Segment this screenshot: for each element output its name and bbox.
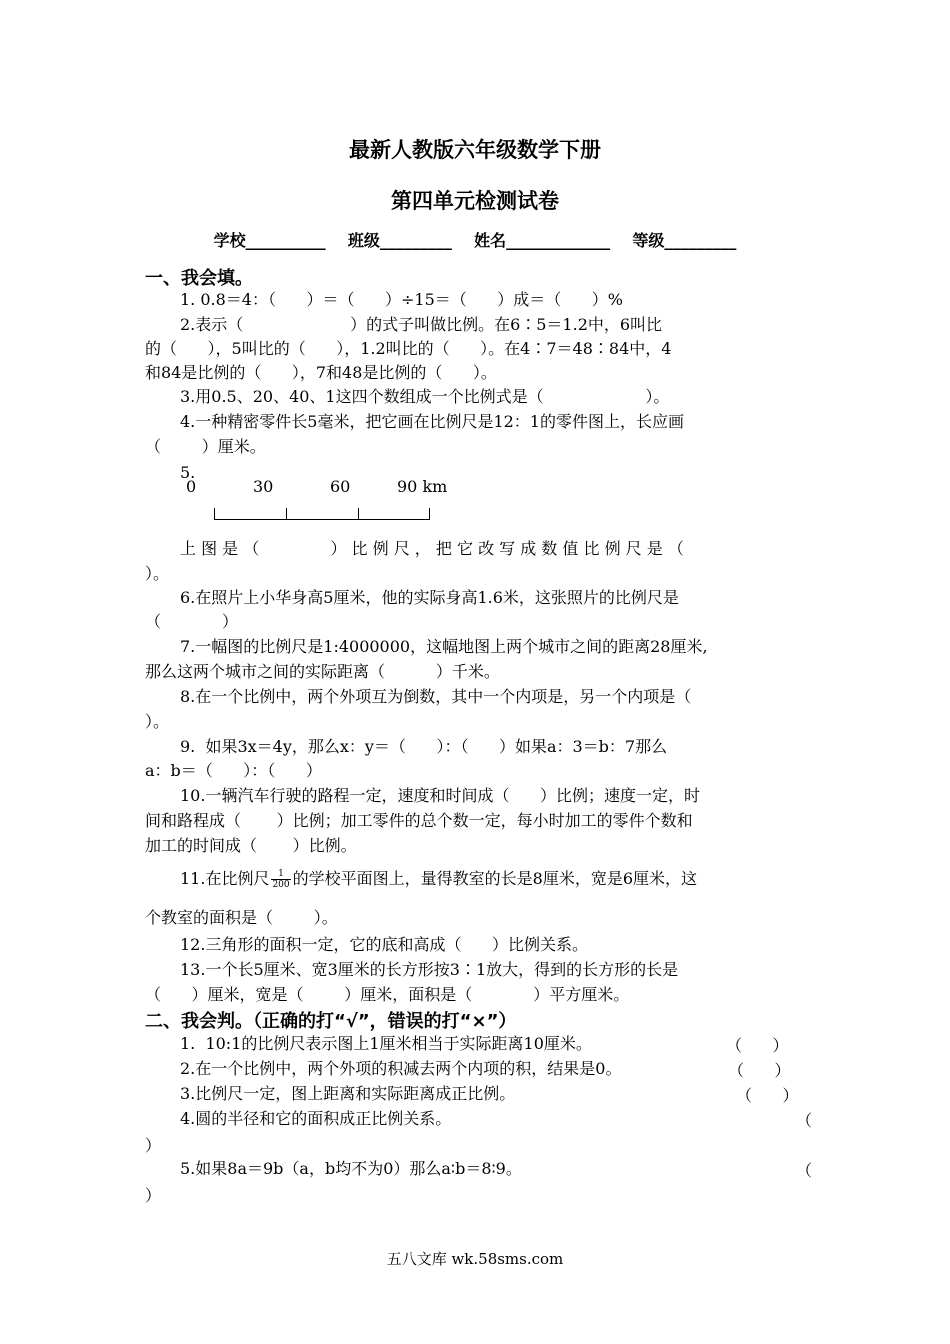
question-13-line-1: 13.一个长5厘米、宽3厘米的长方形按3∶1放大，得到的长方形的长是: [180, 960, 679, 979]
question-9-line-2: a：b＝（ ）：（ ）: [145, 761, 322, 780]
question-9-line-1: 9. 如果3x＝4y，那么x：y＝（ ）：（ ）如果a：3＝b：7那么: [180, 737, 668, 756]
judge-3: 3.比例尺一定，图上距离和实际距离成正比例。: [180, 1084, 516, 1103]
question-3: 3.用0.5、20、40、1这四个数组成一个比例式是（ ）。: [180, 387, 670, 406]
scale-tick: [429, 508, 430, 520]
fraction-denominator: 200: [272, 880, 290, 890]
question-5-number: 5.: [180, 463, 196, 482]
question-11-line-1: [180, 868, 697, 890]
scale-tick: [214, 508, 215, 520]
question-1: 1. 0.8＝4：（ ）＝（ ）÷15＝（ ）成＝（ ）%: [180, 290, 624, 309]
fraction-numerator: 1: [271, 869, 290, 880]
exam-subtitle: 第四单元检测试卷: [391, 189, 559, 213]
question-6-line-1: 6.在照片上小华身高5厘米，他的实际身高1.6米，这张照片的比例尺是: [180, 588, 679, 607]
scale-bar: [214, 519, 430, 520]
scale-label-30: 30: [253, 477, 274, 496]
scale-label-60: 60: [330, 477, 351, 496]
question-7-line-1: 7.一幅图的比例尺是1:4000000，这幅地图上两个城市之间的距离28厘米,: [180, 637, 708, 656]
question-2-line-2: 的（ ），5叫比的（ ），1.2叫比的（ ）。在4∶7＝48∶84中，4: [145, 339, 672, 358]
exam-title: 最新人教版六年级数学下册: [349, 138, 601, 162]
scale-fraction: [271, 869, 290, 890]
question-5-line-1: 上 图 是 （ ） 比 例 尺 ， 把 它 改 写 成 数 值 比 例 尺 是 （: [180, 539, 684, 558]
scale-tick: [358, 508, 359, 520]
scale-tick: [286, 508, 287, 520]
judge-2: 2.在一个比例中，两个外项的积减去两个内项的积，结果是0。: [180, 1059, 622, 1078]
question-11-rest: 的学校平面图上，量得教室的长是8厘米，宽是6厘米，这: [292, 869, 698, 888]
scale-label-90km: 90 km: [397, 477, 448, 496]
question-5-line-2: ）。: [145, 564, 170, 583]
section-fill-in-heading: 一、我会填。: [145, 268, 253, 289]
footer-watermark: 五八文库 wk.58sms.com: [386, 1250, 564, 1268]
section-judge-heading: 二、我会判。（正确的打“√”，错误的打“×”）: [145, 1011, 517, 1032]
judge-4-answer-open[interactable]: （: [796, 1111, 813, 1130]
judge-5: 5.如果8a＝9b（a，b均不为0）那么a∶b＝8∶9。: [180, 1159, 522, 1178]
question-11-lead: 11.在比例尺: [180, 869, 270, 888]
judge-3-answer-box[interactable]: （ ）: [736, 1086, 799, 1105]
question-8-line-1: 8.在一个比例中，两个外项互为倒数，其中一个内项是，另一个内项是（: [180, 687, 692, 706]
question-2-line-3: 和84是比例的（ ），7和48是比例的（ ）。: [145, 363, 497, 382]
question-4-line-1: 4.一种精密零件长5毫米，把它画在比例尺是12：1的零件图上，长应画: [180, 412, 684, 431]
question-4-line-2: （ ）厘米。: [145, 437, 266, 456]
question-8-line-2: ）。: [145, 712, 170, 731]
judge-5-answer-close: ）: [145, 1186, 162, 1205]
question-2-line-1: 2.表示（ ）的式子叫做比例。在6∶5＝1.2中，6叫比: [180, 315, 663, 334]
student-info-line: 学校__________ 班级_________ 姓名_____________ 等级_________: [213, 231, 737, 250]
question-10-line-2: 间和路程成（ ）比例；加工零件的总个数一定，每小时加工的零件个数和: [145, 811, 693, 830]
scale-label-0: 0: [186, 477, 197, 496]
judge-1-answer-box[interactable]: （ ）: [726, 1036, 789, 1055]
question-11-line-2: 个教室的面积是（ ）。: [145, 908, 338, 927]
judge-2-answer-box[interactable]: （ ）: [728, 1061, 791, 1080]
judge-5-answer-open[interactable]: （: [796, 1161, 813, 1180]
question-6-line-2: （ ）: [145, 612, 239, 631]
question-10-line-3: 加工的时间成（ ）比例。: [145, 836, 357, 855]
question-12: 12.三角形的面积一定，它的底和高成（ ）比例关系。: [180, 935, 588, 954]
question-7-line-2: 那么这两个城市之间的实际距离（ ）千米。: [145, 662, 500, 681]
question-10-line-1: 10.一辆汽车行驶的路程一定，速度和时间成（ ）比例；速度一定，时: [180, 786, 700, 805]
judge-4: 4.圆的半径和它的面积成正比例关系。: [180, 1109, 452, 1128]
question-13-line-2: （ ）厘米，宽是（ ）厘米，面积是（ ）平方厘米。: [145, 985, 630, 1004]
judge-1: 1. 10:1的比例尺表示图上1厘米相当于实际距离10厘米。: [180, 1034, 592, 1053]
judge-4-answer-close: ）: [145, 1136, 162, 1155]
